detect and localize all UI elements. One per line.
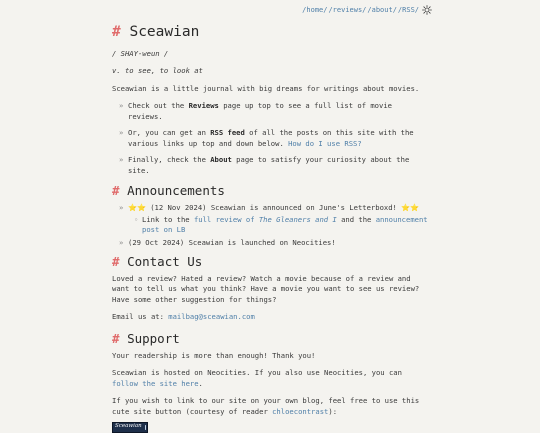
title-hash: # <box>112 24 121 40</box>
email-link[interactable]: mailbag@sceawian.com <box>168 312 255 321</box>
contact-body: Loved a review? Hated a review? Watch a movie because of a review and want to tell us what you think? Have a movie you want to see us review? Have some other suggestion for things? <box>112 274 430 305</box>
support-button-info: If you wish to link to our site on your own blog, feel free to use this cute site button (courtesy of reader chloecontrast): <box>112 396 430 417</box>
nav-home-link[interactable]: /home/ <box>302 5 327 15</box>
nav-about-link[interactable]: /about/ <box>367 5 397 15</box>
pronunciation: / SHAY-weun / <box>112 49 430 59</box>
support-neocities: Sceawian is hosted on Neocities. If you also use Neocities, you can follow the site here. <box>112 368 430 389</box>
letterboxd-post-link[interactable]: announcement post on LB <box>142 215 428 234</box>
star-icon: ⭐⭐ <box>128 203 146 212</box>
list-item: » (29 Oct 2024) Sceawian is launched on Neocities! <box>128 238 430 248</box>
gleaners-review-link[interactable]: full review of The Gleaners and I <box>194 215 337 224</box>
intro-list <box>112 101 430 176</box>
announcements-list <box>112 203 430 249</box>
nav-rss-link[interactable]: /RSS/ <box>398 5 419 15</box>
list-item: » Finally, check the About page to satisfy your curiosity about the site. <box>128 155 430 176</box>
contact-email: Email us at: mailbag@sceawian.com <box>112 312 430 322</box>
list-item: » ⭐⭐ (12 Nov 2024) Sceawian is announced on June's Letterboxd! ⭐⭐ ◦ Link to the full review of The Gleaners and I and the announcement post on LB <box>128 203 430 235</box>
page-title: # Sceawian <box>112 22 430 43</box>
site-button[interactable]: Sceawian <box>112 422 148 433</box>
list-item: » Or, you can get an RSS feed of all the posts on this site with the various links up top and down below. How do I use RSS? <box>128 128 430 149</box>
contact-heading: # Contact Us <box>112 253 430 271</box>
list-item: » Check out the Reviews page up top to see a full list of movie reviews. <box>128 101 430 122</box>
nav-reviews-link[interactable]: /reviews/ <box>328 5 366 15</box>
definition: v. to see, to look at <box>112 66 430 76</box>
top-nav <box>302 5 432 15</box>
tagline: Sceawian is a little journal with big dreams for writings about movies. <box>112 84 430 94</box>
star-icon: ⭐⭐ <box>401 203 419 212</box>
sun-icon[interactable] <box>422 5 432 15</box>
rss-help-link[interactable]: How do I use RSS? <box>288 139 362 148</box>
announcements-heading: # Announcements <box>112 182 430 200</box>
support-thanks: Your readership is more than enough! Thank you! <box>112 351 430 361</box>
chloecontrast-link[interactable]: chloecontrast <box>272 407 328 416</box>
list-item: ◦ Link to the full review of The Gleaners and I and the announcement post on LB <box>142 215 430 236</box>
main-content <box>112 22 430 433</box>
support-heading: # Support <box>112 330 430 348</box>
announcement-sublist <box>128 215 430 236</box>
neocities-follow-link[interactable]: follow the site here <box>112 379 199 388</box>
